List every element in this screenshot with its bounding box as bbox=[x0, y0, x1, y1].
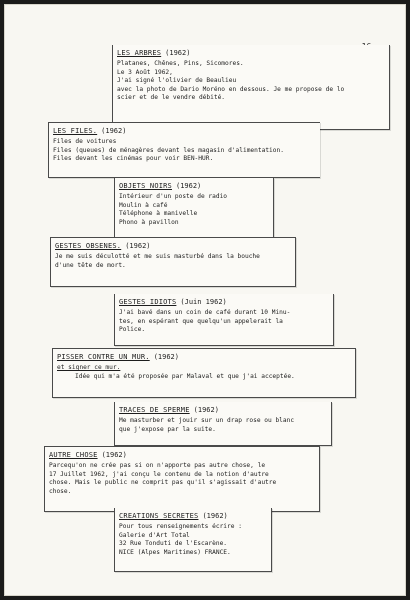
section-line: J'ai signé l'olivier de Beaulieu bbox=[117, 77, 237, 85]
section-line: Je me suis déculotté et me suis masturbé dans la bouche bbox=[55, 253, 260, 260]
section-date: (1962) bbox=[193, 406, 219, 414]
section-heading bbox=[119, 405, 328, 415]
section-title: GESTES IDIOTS bbox=[119, 298, 177, 306]
section-heading bbox=[119, 181, 270, 191]
section-heading bbox=[53, 126, 317, 136]
section-line: Files (queues) de ménagères devant les magasin d'alimentation. bbox=[53, 146, 284, 154]
section-line: Files devant les cinémas pour voir BEN-HUR. bbox=[53, 155, 214, 163]
section-title: LES FILES. bbox=[53, 127, 98, 135]
section-heading bbox=[57, 352, 352, 362]
section-line: que j'expose par la suite. bbox=[119, 425, 216, 433]
section-line: Pour tous renseignements écrire : bbox=[119, 523, 242, 530]
section-les-arbres bbox=[112, 45, 390, 130]
section-line: Files de voitures bbox=[53, 138, 117, 145]
section-title: TRACES DE SPERME bbox=[119, 406, 190, 414]
section-date: (Juin 1962) bbox=[180, 298, 227, 306]
section-title: CREATIONS SECRETES bbox=[119, 512, 199, 520]
section-line: chose. Mais le public ne comprit pas qu'il s'agissait d'autre bbox=[49, 479, 277, 487]
section-objets-noirs bbox=[114, 178, 274, 240]
section-title: OBJETS NOIRS bbox=[119, 182, 172, 190]
section-date: (1962) bbox=[101, 127, 127, 135]
section-date: (1962) bbox=[101, 451, 127, 459]
section-date: (1962) bbox=[202, 512, 228, 520]
section-creations-secretes bbox=[114, 508, 272, 572]
section-traces-de-sperme bbox=[114, 402, 332, 446]
section-line: J'ai bavé dans un coin de café durant 10 Minu- bbox=[119, 309, 291, 316]
section-heading bbox=[49, 450, 316, 460]
document-page bbox=[4, 4, 406, 596]
section-line: Platanes, Chênes, Pins, Sicomores. bbox=[117, 60, 244, 67]
section-autre-chose bbox=[44, 446, 320, 512]
section-title: GESTES OBSENES. bbox=[55, 242, 122, 250]
section-heading bbox=[117, 48, 386, 58]
section-line: Galerie d'Art Total bbox=[119, 531, 190, 539]
section-title: LES ARBRES bbox=[117, 49, 162, 57]
section-title: PISSER CONTRE UN MUR. bbox=[57, 353, 150, 361]
section-line: d'une tête de mort. bbox=[55, 261, 126, 269]
section-line: et signer ce mur. bbox=[57, 364, 121, 371]
section-line: Idée qui m'a été proposée par Malaval et que j'ai acceptée. bbox=[75, 372, 295, 380]
section-heading bbox=[55, 241, 292, 251]
section-date: (1962) bbox=[175, 182, 202, 190]
section-line: 17 Juillet 1962, j'ai conçu le contenu de la notion d'autre bbox=[49, 470, 269, 478]
section-heading bbox=[119, 297, 330, 307]
section-line: Intérieur d'un poste de radio bbox=[119, 193, 228, 200]
section-line: Téléphone à manivelle bbox=[119, 210, 198, 218]
section-line: 32 Rue Tonduti de l'Escarène. bbox=[119, 540, 228, 548]
section-line: tes, en espérant que quelqu'un appelerait la bbox=[119, 317, 283, 325]
section-gestes-obsenes bbox=[50, 237, 296, 287]
section-heading bbox=[119, 511, 268, 521]
section-pisser-contre-un-mur bbox=[52, 348, 356, 398]
section-line: Parcequ'on ne crée pas si on n'apporte pas autre chose, le bbox=[49, 462, 266, 469]
section-line: scier et de le vendre débité. bbox=[117, 94, 226, 102]
section-line: Police. bbox=[119, 326, 146, 334]
section-date: (1962) bbox=[125, 242, 151, 250]
section-line: NICE (Alpes Maritimes) FRANCE. bbox=[119, 548, 231, 556]
section-line: avec la photo de Dario Moréno en dessous. Je me propose de lo bbox=[117, 85, 345, 93]
section-line: Moulin à café bbox=[119, 201, 168, 209]
section-line: Phono à pavillon bbox=[119, 218, 179, 226]
section-les-files bbox=[48, 122, 320, 178]
section-date: (1962) bbox=[153, 353, 179, 361]
section-line: Me masturber et jouir sur un drap rose ou blanc bbox=[119, 417, 295, 424]
section-line: Le 3 Août 1962, bbox=[117, 68, 173, 76]
section-title: AUTRE CHOSE bbox=[49, 451, 98, 459]
section-date: (1962) bbox=[165, 49, 191, 57]
section-gestes-idiots bbox=[114, 294, 334, 346]
section-line: chose. bbox=[49, 487, 72, 495]
